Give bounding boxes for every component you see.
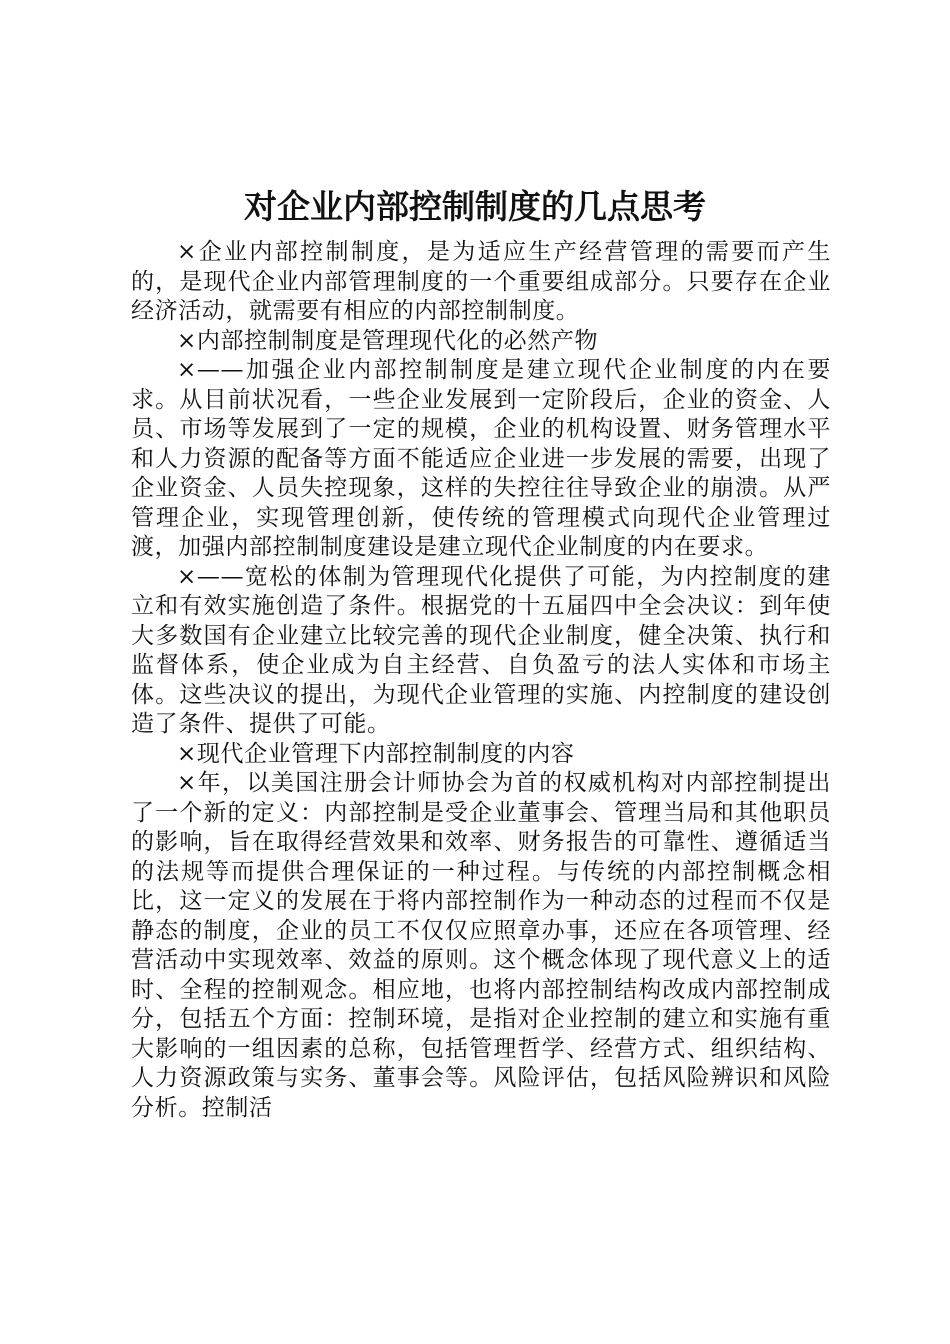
paragraph-heading-1: ×内部控制制度是管理现代化的必然产物 [177, 327, 599, 354]
document-title: 对企业内部控制制度的几点思考 [244, 187, 706, 226]
paragraph-requirement: ×——加强企业内部控制制度是建立现代企业制度的内在要求。从目前状况看，一些企业发展到一定阶段后，企业的资金、人员、市场等发展到了一定的规模，企业的机构设置、财务管理水平和人力资源的配备等方面不能适应企业进一步发展的需要，出现了企业资金、人员失控现象，这样的失控往往导致企业的崩溃。从严管理企业，实现管理创新，使传统的管理模式向现代企业管理过渡，加强内部控制制度建设是建立现代企业制度的内在要求。 [131, 357, 831, 560]
paragraph-heading-2: ×现代企业管理下内部控制制度的内容 [177, 740, 575, 767]
paragraph-system: ×——宽松的体制为管理现代化提供了可能，为内控制度的建立和有效实施创造了条件。根据党的十五届四中全会决议：到年使大多数国有企业建立比较完善的现代企业制度，健全决策、执行和监督体系，使企业成为自主经营、自负盈亏的法人实体和市场主体。这些决议的提出，为现代企业管理的实施、内控制度的建设创造了条件、提供了可能。 [131, 563, 831, 737]
paragraph-definition: ×年，以美国注册会计师协会为首的权威机构对内部控制提出了一个新的定义：内部控制是受企业董事会、管理当局和其他职员的影响，旨在取得经营效果和效率、财务报告的可靠性、遵循适当的法规等而提供合理保证的一种过程。与传统的内部控制概念相比，这一定义的发展在于将内部控制作为一种动态的过程而不仅是静态的制度，企业的员工不仅仅应照章办事，还应在各项管理、经营活动中实现效率、效益的原则。这个概念体现了现代意义上的适时、全程的控制观念。相应地，也将内部控制结构改成内部控制成分，包括五个方面：控制环境，是指对企业控制的建立和实施有重大影响的一组因素的总称，包括管理哲学、经营方式、组织结构、人力资源政策与实务、董事会等。风险评估，包括风险辨识和风险分析。控制活 [131, 770, 831, 1121]
document-body [131, 238, 831, 1123]
paragraph-intro: ×企业内部控制制度，是为适应生产经营管理的需要而产生的，是现代企业内部管理制度的一个重要组成部分。只要存在企业经济活动，就需要有相应的内部控制制度。 [131, 239, 831, 324]
